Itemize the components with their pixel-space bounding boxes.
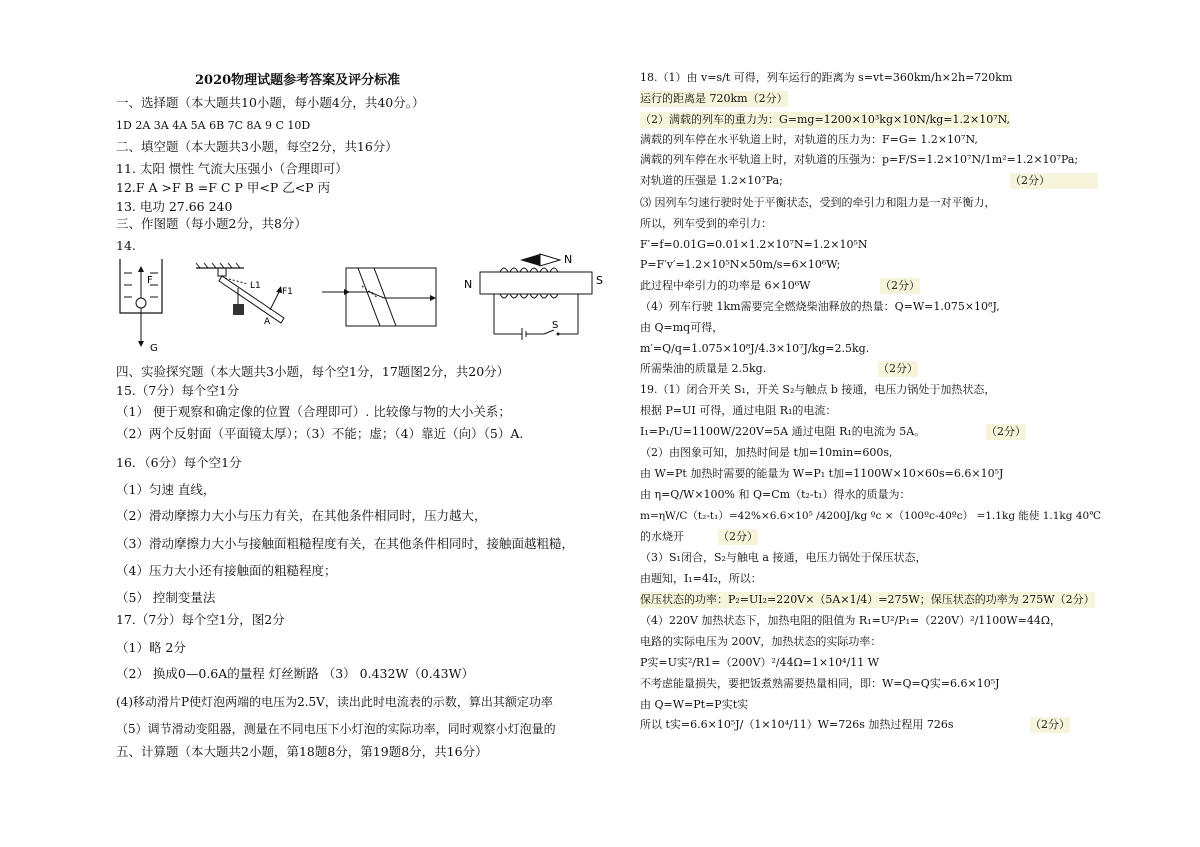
answer-q12: 12.F A >F B =F C P 甲<P 乙<P 丙 bbox=[116, 180, 331, 195]
force-f-label: F bbox=[147, 275, 153, 286]
q18-line14: m′=Q/q=1.075×10⁸J/4.3×10⁷J/kg=2.5kg. bbox=[640, 342, 870, 355]
q17-line1: （1）略 2分 bbox=[116, 640, 186, 655]
q18-line1: 18.（1）由 v=s/t 可得，列车运行的距离为 s=vt=360km/h×2h=720km bbox=[640, 71, 1013, 84]
q16-line5: （5） 控制变量法 bbox=[116, 590, 216, 605]
q19-line1: 19.（1）闭合开关 S₁，开关 S₂与触点 b 接通，电压力锅处于加热状态， bbox=[640, 383, 996, 396]
q17-line2: （2） 换成0—0.6A的量程 灯丝断路 （3） 0.432W（0.43W） bbox=[116, 666, 474, 681]
q18-line6: 对轨道的压强是 1.2×10⁷Pa; bbox=[640, 174, 783, 187]
q19-line6: 由 η=Q/W×100% 和 Q=Cm（t₂-t₁）得水的质量为： bbox=[640, 488, 911, 501]
q18-line8: 所以，列车受到的牵引力： bbox=[640, 217, 772, 230]
section-experiment-heading: 四、实验探究题（本大题共3小题，每个空1分，17题图2分，共20分） bbox=[116, 364, 510, 379]
answer-q14-label: 14. bbox=[116, 238, 136, 253]
q19-score3: （2分） bbox=[1030, 718, 1070, 731]
q18-line12: （4）列车行驶 1km需要完全燃烧柴油释放的热量：Q=W=1.075×10⁸J, bbox=[640, 300, 1000, 313]
compass-n-label: N bbox=[564, 253, 573, 266]
q16-heading: 16．（6分）每个空1分 bbox=[116, 455, 242, 470]
q18-line2: 运行的距离是 720km（2分） bbox=[640, 92, 788, 105]
q18-line5: 满载的列车停在水平轨道上时，对轨道的压强为：p=F/S=1.2×10⁷N/1m²=1.2×10⁷Pa; bbox=[640, 153, 1079, 166]
q16-line2: （2）滑动摩擦力大小与压力有关，在其他条件相同时，压力越大， bbox=[116, 508, 487, 523]
answer-q13: 13. 电功 27.66 240 bbox=[116, 199, 233, 214]
q19-line9: （3）S₁闭合，S₂与触电 a 接通，电压力锅处于保压状态， bbox=[640, 551, 927, 564]
q19-line16: 由 Q=W=Pt=P实t实 bbox=[640, 698, 749, 711]
q19-line2: 根据 P=UI 可得，通过电阻 R₁的电流： bbox=[640, 404, 837, 417]
q15-line2: （2）两个反射面（平面镜太厚）；（3）不能；虚；（4）靠近（向）（5）A. bbox=[116, 426, 524, 441]
q19-line10: 由题知，I₁=4I₂，所以： bbox=[640, 572, 762, 585]
figure-electromagnet bbox=[460, 248, 610, 343]
q18-line13: 由 Q=mq可得， bbox=[640, 321, 724, 334]
q19-line8: 的水烧开 bbox=[640, 530, 684, 543]
q19-line7: m=ηW/C（t₂-t₁）=42%×6.6×10⁵ /4200J/kg ºc ×（100ºc-40ºc） =1.1kg 能使 1.1kg 40℃ bbox=[640, 510, 1101, 522]
q19-score1: （2分） bbox=[986, 425, 1026, 438]
figure-buoyancy bbox=[112, 255, 182, 355]
lever-l1-label: L1 bbox=[250, 281, 261, 291]
lever-f1-label: F1 bbox=[282, 287, 293, 297]
gravity-g-label: G bbox=[150, 343, 158, 354]
q18-line11: 此过程中牵引力的功率是 6×10⁶W bbox=[640, 279, 811, 292]
lever-a-label: A bbox=[264, 317, 271, 327]
figure-lever bbox=[192, 262, 302, 332]
figure-refraction bbox=[318, 262, 448, 332]
magnet-n-label: N bbox=[464, 278, 473, 291]
q19-score2: （2分） bbox=[718, 530, 758, 543]
choice-answers: 1D 2A 3A 4A 5A 6B 7C 8A 9 C 10D bbox=[116, 119, 311, 132]
q19-line4: （2）由图象可知，加热时间是 t加=10min=600s, bbox=[640, 446, 893, 459]
q18-line3: （2）满载的列车的重力为：G=mg=1200×10³kg×10N/kg=1.2×10⁷N, bbox=[640, 113, 1011, 126]
q18-line9: F′=f=0.01G=0.01×1.2×10⁷N=1.2×10⁵N bbox=[640, 238, 868, 251]
page-title: 2020物理试题参考答案及评分标准 bbox=[195, 73, 401, 88]
q18-line10: P=F′v′=1.2×10⁵N×50m/s=6×10⁶W; bbox=[640, 258, 841, 271]
switch-s-label: S bbox=[552, 320, 559, 331]
q15-line1: （1） 便于观察和确定像的位置（合理即可）. 比较像与物的大小关系； bbox=[116, 404, 511, 419]
q16-line4: （4）压力大小还有接触面的粗糙程度； bbox=[116, 563, 337, 578]
section-drawing-heading: 三、作图题（每小题2分，共8分） bbox=[116, 216, 307, 231]
q19-line13: 电路的实际电压为 200V，加热状态的实际功率： bbox=[640, 635, 882, 648]
section-fill-heading: 二、填空题（本大题共3小题，每空2分，共16分） bbox=[116, 139, 398, 154]
q18-line7: ⑶ 因列车匀速行驶时处于平衡状态，受到的牵引力和阻力是一对平衡力， bbox=[640, 196, 996, 209]
section-calc-heading: 五、计算题（本大题共2小题，第18题8分，第19题8分，共16分） bbox=[116, 744, 488, 759]
q19-line12: （4）220V 加热状态下，加热电阻的阻值为 R₁=U²/P₁=（220V）²/1100W=44Ω， bbox=[640, 614, 1061, 627]
q18-line4: 满载的列车停在水平轨道上时，对轨道的压力为：F=G= 1.2×10⁷N, bbox=[640, 133, 978, 146]
answer-q11: 11. 太阳 惯性 气流大压强小（合理即可） bbox=[116, 161, 348, 176]
section-choice-heading: 一、选择题（本大题共10小题，每小题4分，共40分。） bbox=[116, 95, 425, 110]
q17-heading: 17.（7分）每个空1分，图2分 bbox=[116, 612, 285, 627]
q19-line15: 不考虑能量损失，要把饭煮熟需要热量相同，即：W=Q=Q实=6.6×10⁵J bbox=[640, 677, 1000, 690]
q17-line3: (4)移动滑片P使灯泡两端的电压为2.5V，读出此时电流表的示数，算出其额定功率 bbox=[116, 695, 553, 709]
q18-line15: 所需柴油的质量是 2.5kg. bbox=[640, 362, 767, 375]
q19-line11: 保压状态的功率：P₂=UI₂=220V×（5A×1/4）=275W；保压状态的功率为 275W（2分） bbox=[640, 593, 1095, 606]
q16-line1: （1）匀速 直线， bbox=[116, 482, 216, 497]
q15-heading: 15.（7分）每个空1分 bbox=[116, 383, 240, 398]
q18-score1: （2分） bbox=[1010, 173, 1098, 189]
q19-line5: 由 W=Pt 加热时需要的能量为 W=P₁ t加=1100W×10×60s=6.6×10⁵J bbox=[640, 467, 1004, 480]
magnet-s-label: S bbox=[596, 274, 603, 287]
q18-score3: （2分） bbox=[878, 362, 918, 375]
q19-line14: P实=U实²/R1=（200V）²/44Ω=1×10⁴/11 W bbox=[640, 656, 880, 669]
q17-line4: （5）调节滑动变阻器，测量在不同电压下小灯泡的实际功率，同时观察小灯泡量的 bbox=[116, 722, 556, 736]
q18-score2: （2分） bbox=[880, 279, 920, 292]
q19-line3: I₁=P₁/U=1100W/220V=5A 通过电阻 R₁的电流为 5A。 bbox=[640, 425, 926, 438]
q19-line17: 所以 t实=6.6×10⁵J/（1×10⁴/11）W=726s 加热过程用 726s bbox=[640, 718, 954, 731]
q16-line3: （3）滑动摩擦力大小与接触面粗糙程度有关，在其他条件相同时，接触面越粗糙， bbox=[116, 536, 574, 551]
